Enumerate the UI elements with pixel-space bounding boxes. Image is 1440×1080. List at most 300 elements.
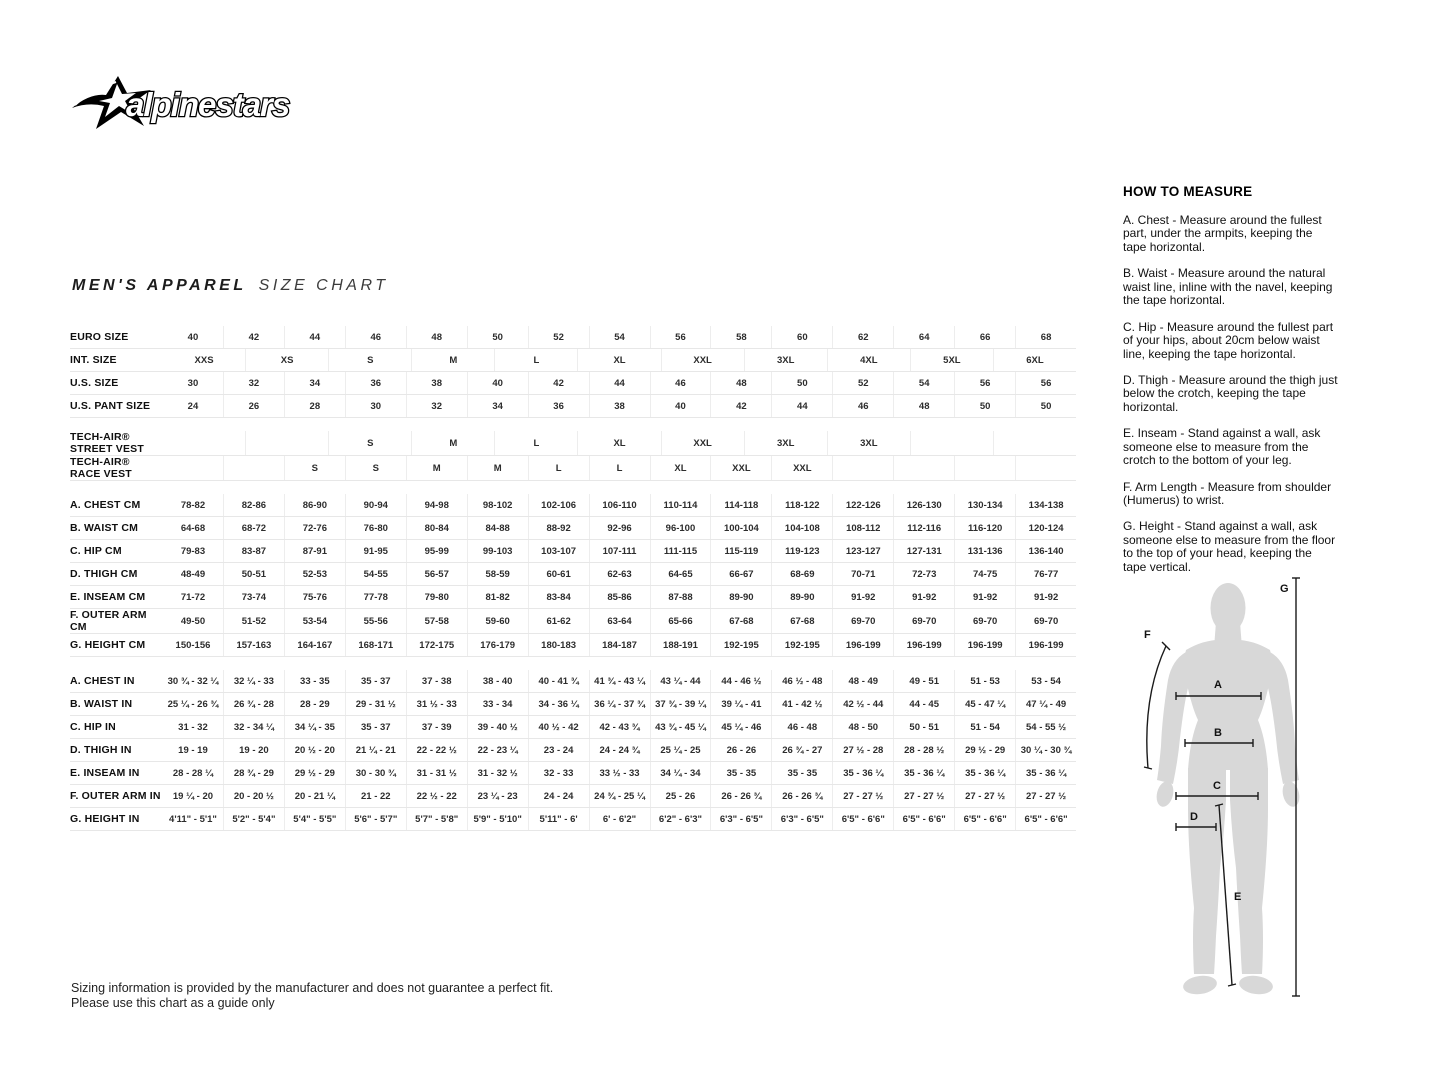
row-cells: [163, 494, 1076, 516]
table-cell: 130-134: [954, 494, 1015, 516]
table-cell: 32 - 33: [528, 762, 589, 784]
table-cell: 110-114: [650, 494, 711, 516]
table-cell: 48: [893, 395, 954, 417]
table-cell: 28: [284, 395, 345, 417]
table-cell: 196-199: [893, 634, 954, 656]
table-cell: 31 - 31 ½: [406, 762, 467, 784]
table-section-tech-air: [70, 431, 1076, 481]
row-cells: [163, 609, 1076, 633]
table-cell: 74-75: [954, 563, 1015, 585]
table-cell: 3XL: [744, 349, 827, 371]
table-row: [70, 634, 1076, 657]
table-cell: 19 ¼ - 20: [172, 790, 214, 802]
table-cell: 33 - 35: [284, 670, 345, 692]
table-cell: 26 ¾ - 28: [223, 693, 284, 715]
table-cell: 6XL: [993, 349, 1076, 371]
row-cells: [163, 456, 1076, 480]
table-cell: 40: [187, 331, 199, 343]
table-cell: 44 - 45: [893, 693, 954, 715]
table-cell: 91-92: [954, 586, 1015, 608]
table-cell: 88-92: [528, 517, 589, 539]
table-cell: 24: [187, 400, 199, 412]
table-cell: 29 ½ - 29: [284, 762, 345, 784]
label-A: A: [1214, 679, 1222, 691]
table-row: [70, 431, 1076, 456]
table-cell: 108-112: [832, 517, 893, 539]
table-row: [70, 762, 1076, 785]
table-cell: 52: [832, 372, 893, 394]
table-cell: XXL: [661, 349, 744, 371]
table-cell: 62: [832, 326, 893, 348]
table-cell: 31 ½ - 33: [406, 693, 467, 715]
table-cell: 106-110: [589, 494, 650, 516]
table-cell: 34: [467, 395, 528, 417]
table-cell: 50: [954, 395, 1015, 417]
table-cell: 122-126: [832, 494, 893, 516]
table-cell: 36: [528, 395, 589, 417]
table-cell: 87-88: [650, 586, 711, 608]
table-cell: 6'5" - 6'6": [893, 808, 954, 830]
table-cell: 32 ¼ - 33: [223, 670, 284, 692]
footer-line-1: Sizing information is provided by the manufacturer and does not guarantee a perfect fit.: [71, 981, 554, 995]
table-cell: XXL: [710, 456, 771, 480]
footer-disclaimer: [71, 981, 553, 1011]
table-cell: 25 ¼ - 25: [650, 739, 711, 761]
table-cell: 55-56: [345, 609, 406, 633]
label-D: D: [1190, 811, 1198, 823]
row-cells: [163, 431, 1076, 455]
table-cell: 46: [650, 372, 711, 394]
table-cell: 184-187: [589, 634, 650, 656]
table-cell: [910, 431, 993, 455]
table-cell: 53 - 54: [1015, 670, 1076, 692]
table-cell: 42: [528, 372, 589, 394]
row-cells: [163, 349, 1076, 371]
table-cell: 34 - 36 ¼: [528, 693, 589, 715]
how-to-measure-item: G. Height - Stand against a wall, ask someone else to measure from the floor to the top of your head, keeping the tape vertical.: [1123, 519, 1336, 574]
table-cell: 87-91: [284, 540, 345, 562]
table-cell: 168-171: [345, 634, 406, 656]
table-cell: 36: [345, 372, 406, 394]
table-cell: 89-90: [771, 586, 832, 608]
table-cell: 118-122: [771, 494, 832, 516]
table-cell: 46 ½ - 48: [771, 670, 832, 692]
table-row: [70, 326, 1076, 349]
table-cell: 69-70: [954, 609, 1015, 633]
table-cell: 164-167: [284, 634, 345, 656]
table-cell: 40: [650, 395, 711, 417]
table-cell: 69-70: [832, 609, 893, 633]
table-cell: 94-98: [406, 494, 467, 516]
table-cell: 51 - 54: [954, 716, 1015, 738]
table-cell: 192-195: [710, 634, 771, 656]
table-cell: 5'7" - 5'8": [406, 808, 467, 830]
table-cell: 95-99: [406, 540, 467, 562]
table-cell: 50: [467, 326, 528, 348]
table-cell: 34: [284, 372, 345, 394]
how-to-measure-panel: [1123, 184, 1338, 587]
table-cell: 35 - 36 ¼: [832, 762, 893, 784]
table-cell: 56: [954, 372, 1015, 394]
label-G: G: [1280, 583, 1289, 595]
table-cell: 64-65: [650, 563, 711, 585]
table-cell: 103-107: [528, 540, 589, 562]
table-cell: 3XL: [744, 431, 827, 455]
table-cell: 83-87: [223, 540, 284, 562]
table-cell: 42: [223, 326, 284, 348]
table-row: [70, 456, 1076, 481]
table-cell: 19 - 19: [178, 744, 208, 756]
table-cell: 41 ¾ - 43 ¼: [589, 670, 650, 692]
table-cell: 50: [771, 372, 832, 394]
table-cell: 85-86: [589, 586, 650, 608]
table-cell: 196-199: [1015, 634, 1076, 656]
table-cell: 102-106: [528, 494, 589, 516]
row-cells: [163, 540, 1076, 562]
table-cell: 43 ¾ - 45 ¼: [650, 716, 711, 738]
table-cell: 64: [893, 326, 954, 348]
table-cell: 24 - 24 ¾: [589, 739, 650, 761]
table-cell: 96-100: [650, 517, 711, 539]
table-cell: 31 - 32: [178, 721, 208, 733]
page-title-sub: SIZE CHART: [258, 277, 389, 294]
table-cell: 35 - 35: [771, 762, 832, 784]
table-cell: 50-51: [223, 563, 284, 585]
table-cell: 64-68: [180, 522, 206, 534]
table-cell: 67-68: [771, 609, 832, 633]
table-cell: 91-92: [832, 586, 893, 608]
table-cell: 127-131: [893, 540, 954, 562]
table-cell: 54: [589, 326, 650, 348]
table-cell: [993, 431, 1076, 455]
table-cell: 34 ¼ - 34: [650, 762, 711, 784]
table-cell: 5'2" - 5'4": [223, 808, 284, 830]
size-table: [70, 326, 1076, 844]
table-cell: 28 - 29: [284, 693, 345, 715]
table-cell: 81-82: [467, 586, 528, 608]
table-row: [70, 716, 1076, 739]
table-cell: 69-70: [893, 609, 954, 633]
row-label: TECH-AIR® RACE VEST: [70, 456, 132, 481]
table-cell: S: [284, 456, 345, 480]
table-cell: 44: [284, 326, 345, 348]
table-cell: 136-140: [1015, 540, 1076, 562]
table-cell: 48-49: [180, 568, 206, 580]
row-label: B. WAIST CM: [70, 522, 139, 535]
table-row: [70, 540, 1076, 563]
label-C: C: [1213, 780, 1221, 792]
table-cell: 91-95: [345, 540, 406, 562]
table-cell: 37 - 39: [406, 716, 467, 738]
table-cell: 47 ¼ - 49: [1015, 693, 1076, 715]
table-cell: XL: [650, 456, 711, 480]
table-cell: 38 - 40: [467, 670, 528, 692]
table-cell: 114-118: [710, 494, 771, 516]
table-cell: XXL: [661, 431, 744, 455]
table-cell: 44: [589, 372, 650, 394]
table-cell: 45 ¼ - 46: [710, 716, 771, 738]
table-row: [70, 517, 1076, 540]
table-cell: 131-136: [954, 540, 1015, 562]
table-row: [70, 372, 1076, 395]
table-cell: 37 - 38: [406, 670, 467, 692]
table-cell: 30 - 30 ¾: [345, 762, 406, 784]
table-cell: 30: [187, 377, 199, 389]
table-cell: 30: [345, 395, 406, 417]
row-cells: [163, 693, 1076, 715]
table-cell: 49-50: [180, 615, 206, 627]
row-label: C. HIP IN: [70, 721, 116, 734]
table-cell: 60: [771, 326, 832, 348]
table-cell: 91-92: [1015, 586, 1076, 608]
table-cell: 5'4" - 5'5": [284, 808, 345, 830]
table-cell: 176-179: [467, 634, 528, 656]
table-cell: 48 - 50: [832, 716, 893, 738]
table-cell: 56-57: [406, 563, 467, 585]
table-row: [70, 494, 1076, 517]
table-cell: 78-82: [180, 499, 206, 511]
table-cell: 20 - 20 ½: [223, 785, 284, 807]
table-cell: 75-76: [284, 586, 345, 608]
table-cell: 5'11" - 6': [528, 808, 589, 830]
table-cell: 72-76: [284, 517, 345, 539]
table-cell: 32: [406, 395, 467, 417]
table-cell: 6'5" - 6'6": [954, 808, 1015, 830]
table-cell: 104-108: [771, 517, 832, 539]
table-row: [70, 395, 1076, 418]
table-cell: 49 - 51: [893, 670, 954, 692]
table-cell: 46 - 48: [771, 716, 832, 738]
table-cell: 44 - 46 ½: [710, 670, 771, 692]
row-cells: [163, 739, 1076, 761]
table-cell: 172-175: [406, 634, 467, 656]
alpinestars-wordmark: alpinestars: [126, 86, 290, 123]
table-cell: L: [494, 431, 577, 455]
table-cell: 73-74: [223, 586, 284, 608]
table-cell: 46: [832, 395, 893, 417]
table-row: [70, 693, 1076, 716]
inseam-line: [1219, 805, 1232, 985]
table-cell: 192-195: [771, 634, 832, 656]
table-cell: 42: [710, 395, 771, 417]
table-cell: 54: [893, 372, 954, 394]
table-cell: 68-69: [771, 563, 832, 585]
table-cell: 23 - 24: [528, 739, 589, 761]
table-cell: 28 - 28 ¼: [172, 767, 214, 779]
row-cells: [163, 634, 1076, 656]
table-cell: 196-199: [832, 634, 893, 656]
table-cell: 6'2" - 6'3": [650, 808, 711, 830]
table-cell: 54 - 55 ½: [1015, 716, 1076, 738]
table-cell: 4XL: [827, 349, 910, 371]
row-label: F. OUTER ARM IN: [70, 790, 161, 803]
table-cell: 29 - 31 ½: [345, 693, 406, 715]
table-cell: 30 ¼ - 30 ¾: [1015, 739, 1076, 761]
table-cell: XXL: [771, 456, 832, 480]
table-cell: 107-111: [589, 540, 650, 562]
table-cell: 20 ½ - 20: [284, 739, 345, 761]
table-row: [70, 785, 1076, 808]
table-cell: 40: [467, 372, 528, 394]
row-cells: [163, 326, 1076, 348]
table-cell: 89-90: [710, 586, 771, 608]
how-to-measure-item: D. Thigh - Measure around the thigh just below the crotch, keeping the tape horizontal.: [1123, 372, 1338, 414]
table-cell: 27 - 27 ½: [832, 785, 893, 807]
table-cell: 91-92: [893, 586, 954, 608]
table-cell: M: [467, 456, 528, 480]
table-cell: 6' - 6'2": [589, 808, 650, 830]
row-cells: [163, 762, 1076, 784]
table-cell: 25 - 26: [650, 785, 711, 807]
row-label: INT. SIZE: [70, 353, 117, 366]
table-cell: 42 - 43 ¾: [589, 716, 650, 738]
table-cell: L: [494, 349, 577, 371]
table-cell: [832, 456, 893, 480]
table-cell: 26 - 26 ¾: [710, 785, 771, 807]
how-to-measure-item: F. Arm Length - Measure from shoulder (Humerus) to wrist.: [1123, 479, 1332, 507]
table-cell: 48: [406, 326, 467, 348]
table-cell: [954, 456, 1015, 480]
table-row: [70, 739, 1076, 762]
table-cell: 100-104: [710, 517, 771, 539]
table-cell: 28 - 28 ½: [893, 739, 954, 761]
table-cell: 21 ¼ - 21: [345, 739, 406, 761]
table-cell: 84-88: [467, 517, 528, 539]
table-cell: 68-72: [223, 517, 284, 539]
table-cell: 86-90: [284, 494, 345, 516]
table-cell: 76-80: [345, 517, 406, 539]
table-cell: 39 - 40 ½: [467, 716, 528, 738]
table-section-cm: [70, 494, 1076, 657]
row-label: E. INSEAM CM: [70, 591, 146, 604]
table-cell: 120-124: [1015, 517, 1076, 539]
table-cell: 57-58: [406, 609, 467, 633]
table-cell: 188-191: [650, 634, 711, 656]
row-cells: [163, 395, 1076, 417]
table-cell: 52-53: [284, 563, 345, 585]
table-cell: S: [345, 456, 406, 480]
table-cell: 20 - 21 ¼: [284, 785, 345, 807]
row-cells: [163, 716, 1076, 738]
table-cell: 44: [771, 395, 832, 417]
table-cell: 56: [1015, 372, 1076, 394]
label-F: F: [1144, 629, 1151, 641]
label-B: B: [1214, 727, 1222, 739]
table-cell: 34 ¼ - 35: [284, 716, 345, 738]
page-title: [72, 277, 388, 295]
table-section-in: [70, 670, 1076, 831]
row-cells: [163, 670, 1076, 692]
table-cell: 77-78: [345, 586, 406, 608]
table-cell: 68: [1015, 326, 1076, 348]
table-cell: 59-60: [467, 609, 528, 633]
row-label: TECH-AIR® STREET VEST: [70, 431, 144, 456]
table-row: [70, 670, 1076, 693]
table-cell: 6'3" - 6'5": [710, 808, 771, 830]
table-cell: 40 - 41 ¾: [528, 670, 589, 692]
table-cell: 116-120: [954, 517, 1015, 539]
table-cell: 32: [223, 372, 284, 394]
table-cell: 50 - 51: [893, 716, 954, 738]
table-cell: 27 - 27 ½: [1015, 785, 1076, 807]
table-cell: 111-115: [650, 540, 711, 562]
how-to-measure-item: B. Waist - Measure around the natural waist line, inline with the navel, keeping the tape horizontal.: [1123, 266, 1333, 308]
table-cell: 38: [589, 395, 650, 417]
row-label: U.S. SIZE: [70, 376, 119, 389]
table-cell: 98-102: [467, 494, 528, 516]
row-label: G. HEIGHT IN: [70, 813, 140, 826]
table-cell: S: [328, 431, 411, 455]
table-cell: 26 - 26: [710, 739, 771, 761]
table-cell: 39 ¼ - 41: [710, 693, 771, 715]
table-cell: 27 - 27 ½: [893, 785, 954, 807]
table-cell: 22 - 23 ¼: [467, 739, 528, 761]
table-cell: 90-94: [345, 494, 406, 516]
table-cell: 35 - 36 ¼: [893, 762, 954, 784]
table-cell: 38: [406, 372, 467, 394]
table-cell: 43 ¼ - 44: [650, 670, 711, 692]
table-cell: 35 - 36 ¼: [1015, 762, 1076, 784]
table-cell: 22 - 22 ½: [406, 739, 467, 761]
table-cell: M: [406, 456, 467, 480]
row-label: D. THIGH CM: [70, 568, 138, 581]
table-cell: 69-70: [1015, 609, 1076, 633]
table-cell: 54-55: [345, 563, 406, 585]
table-row: [70, 609, 1076, 634]
table-cell: 25 ¼ - 26 ¾: [167, 698, 219, 710]
measurement-figure: [1128, 568, 1328, 1018]
row-label: D. THIGH IN: [70, 744, 132, 757]
table-cell: 26 - 26 ¾: [771, 785, 832, 807]
table-cell: 40 ½ - 42: [528, 716, 589, 738]
table-cell: 41 - 42 ½: [771, 693, 832, 715]
table-cell: 66: [954, 326, 1015, 348]
alpinestars-logo-graphic: [66, 72, 336, 134]
table-cell: 134-138: [1015, 494, 1076, 516]
row-cells: [163, 808, 1076, 830]
how-to-measure-items: [1123, 214, 1338, 574]
table-cell: 31 - 32 ½: [467, 762, 528, 784]
table-cell: XXS: [194, 354, 214, 366]
table-cell: 19 - 20: [223, 739, 284, 761]
row-label: U.S. PANT SIZE: [70, 399, 151, 412]
table-cell: 21 - 22: [345, 785, 406, 807]
label-E: E: [1234, 891, 1242, 903]
table-row: [70, 586, 1076, 609]
table-cell: XS: [245, 349, 328, 371]
row-cells: [163, 517, 1076, 539]
table-cell: 61-62: [528, 609, 589, 633]
table-cell: 123-127: [832, 540, 893, 562]
table-cell: 6'3" - 6'5": [771, 808, 832, 830]
alpinestars-logo: [66, 72, 336, 139]
row-label: F. OUTER ARM CM: [70, 609, 147, 634]
table-cell: 53-54: [284, 609, 345, 633]
table-cell: 66-67: [710, 563, 771, 585]
table-cell: 92-96: [589, 517, 650, 539]
table-cell: [223, 456, 284, 480]
table-row: [70, 349, 1076, 372]
table-cell: 51-52: [223, 609, 284, 633]
how-to-measure-item: A. Chest - Measure around the fullest part, under the armpits, keeping the tape horizontal.: [1123, 213, 1322, 254]
table-cell: 58: [710, 326, 771, 348]
how-to-measure-item: E. Inseam - Stand against a wall, ask someone else to measure from the crotch to the bottom of your leg.: [1123, 426, 1321, 468]
table-cell: 27 - 27 ½: [954, 785, 1015, 807]
table-cell: 6'5" - 6'6": [1015, 808, 1076, 830]
table-cell: 30 ¾ - 32 ¼: [167, 675, 219, 687]
table-cell: 99-103: [467, 540, 528, 562]
table-cell: 33 ½ - 33: [589, 762, 650, 784]
